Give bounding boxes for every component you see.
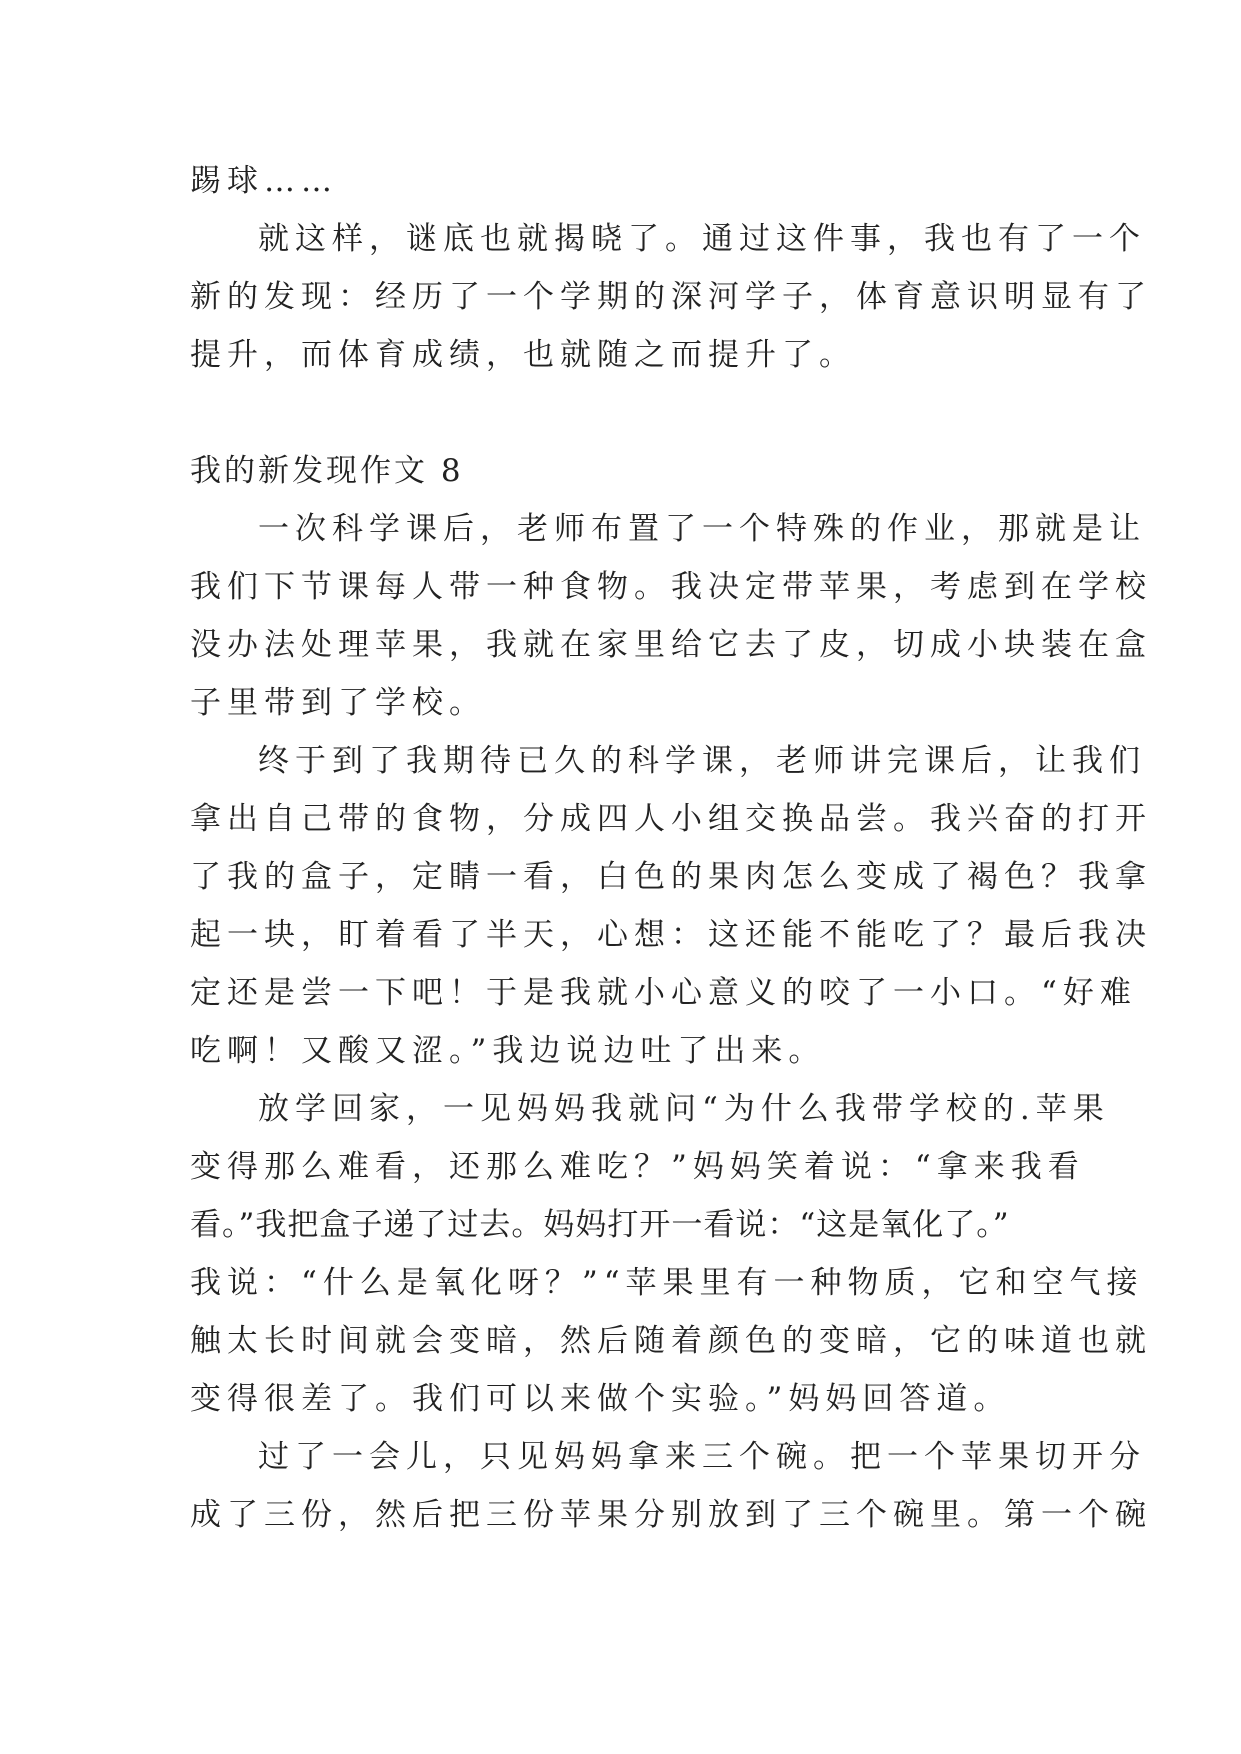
essay-heading: 我的新发现作文 8 — [190, 453, 464, 489]
text-line: 提升，而体育成绩，也就随之而提升了。 — [190, 337, 856, 373]
text-line: 吃啊！又酸又涩。”我边说边吐了出来。 — [190, 1033, 826, 1069]
text-line: 我说：“什么是氧化呀？”“苹果里有一种物质，它和空气接 — [190, 1265, 1144, 1301]
text-line: 触太长时间就会变暗，然后随着颜色的变暗，它的味道也就 — [190, 1323, 1152, 1359]
text-line: 子里带到了学校。 — [190, 685, 486, 721]
essay-body — [190, 152, 1152, 1544]
text-line: 看。”我把盒子递了过去。妈妈打开一看说：“这是氧化了。” — [190, 1207, 1010, 1243]
text-line: 了我的盒子，定睛一看，白色的果肉怎么变成了褐色？我拿 — [190, 859, 1152, 895]
paragraph-start-line: 终于到了我期待已久的科学课，老师讲完课后，让我们 — [258, 743, 1146, 779]
text-line: 起一块，盯着看了半天，心想：这还能不能吃了？最后我决 — [190, 917, 1152, 953]
text-line: 定还是尝一下吧！于是我就小心意义的咬了一小口。“好难 — [190, 975, 1137, 1011]
section-gap — [190, 384, 1070, 442]
text-line: 拿出自己带的食物，分成四人小组交换品尝。我兴奋的打开 — [190, 801, 1152, 837]
paragraph-start-line: 放学回家，一见妈妈我就问“为什么我带学校的.苹果 — [258, 1091, 1110, 1127]
text-line: 我们下节课每人带一种食物。我决定带苹果，考虑到在学校 — [190, 569, 1152, 605]
text-line: 变得很差了。我们可以来做个实验。”妈妈回答道。 — [190, 1381, 1011, 1417]
text-line: 成了三份，然后把三份苹果分别放到了三个碗里。第一个碗 — [190, 1497, 1152, 1533]
text-line: 踢球…… — [190, 163, 338, 199]
text-line: 变得那么难看，还那么难吃？”妈妈笑着说：“拿来我看 — [190, 1149, 1085, 1185]
paragraph-start-line: 就这样，谜底也就揭晓了。通过这件事，我也有了一个 — [258, 221, 1146, 257]
text-line: 没办法处理苹果，我就在家里给它去了皮，切成小块装在盒 — [190, 627, 1152, 663]
text-line: 新的发现：经历了一个学期的深河学子，体育意识明显有了 — [190, 279, 1152, 315]
paragraph-start-line: 一次科学课后，老师布置了一个特殊的作业，那就是让 — [258, 511, 1146, 547]
paragraph-start-line: 过了一会儿，只见妈妈拿来三个碗。把一个苹果切开分 — [258, 1439, 1146, 1475]
